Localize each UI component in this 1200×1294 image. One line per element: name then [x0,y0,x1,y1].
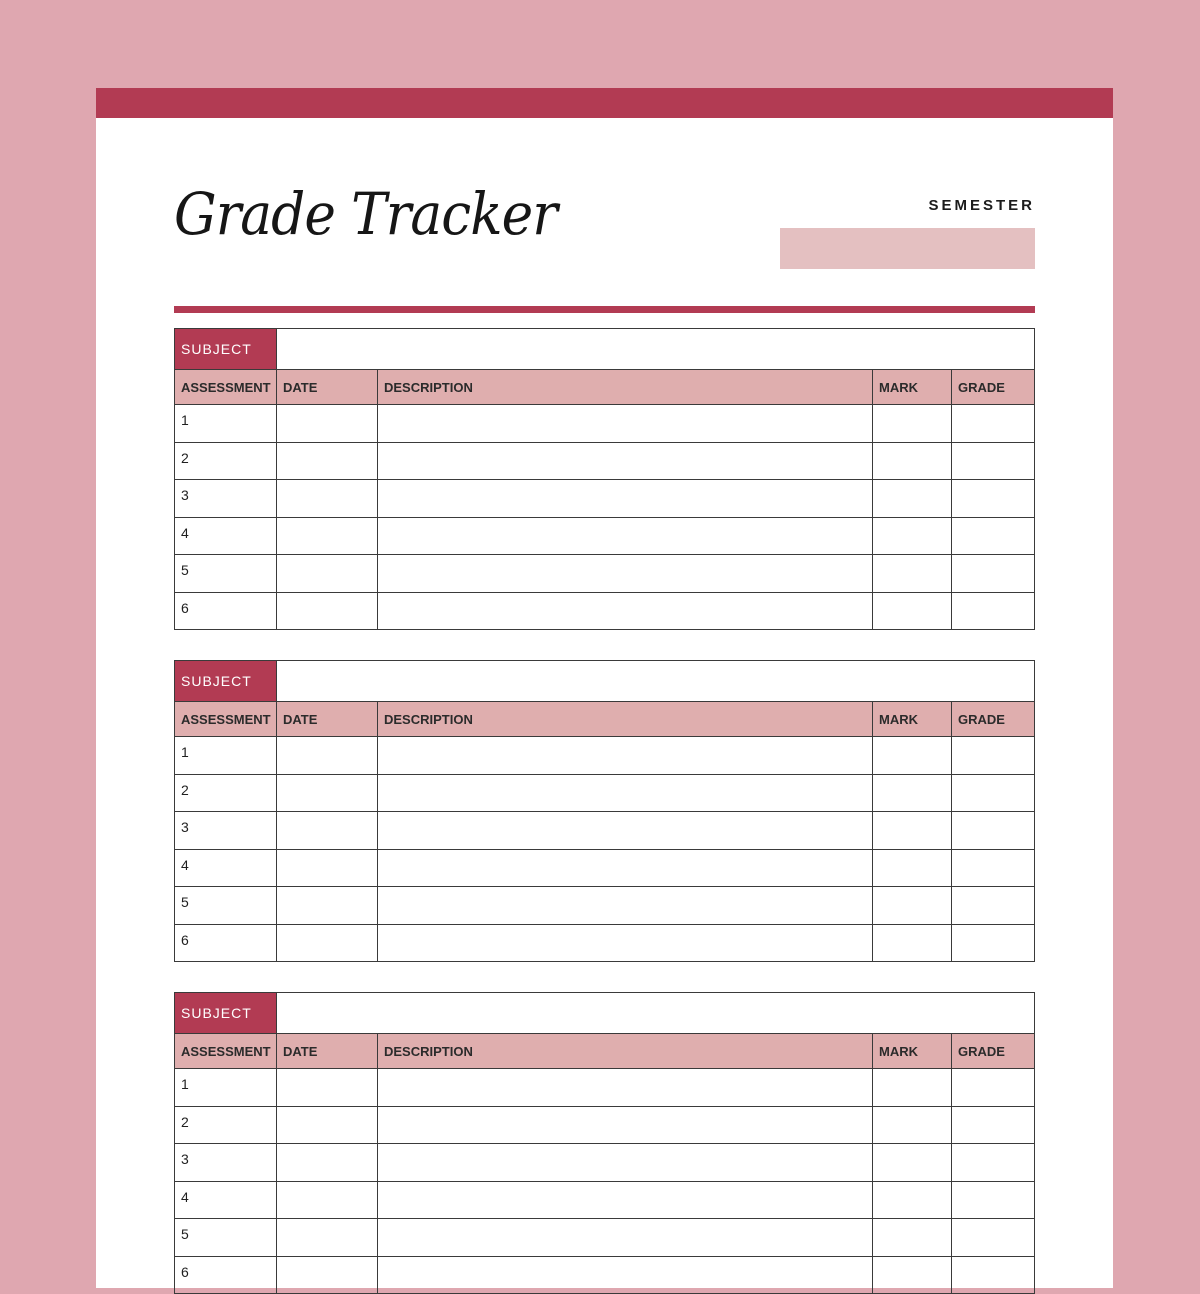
mark-cell[interactable] [873,1144,952,1182]
table-row [175,1144,1035,1182]
date-cell[interactable] [277,517,378,555]
grade-cell[interactable] [952,812,1035,850]
top-color-band [96,88,1113,118]
description-cell[interactable] [378,849,873,887]
grade-table-2 [174,660,1035,962]
title-divider [174,306,1035,313]
mark-cell[interactable] [873,480,952,518]
planner-page [96,88,1113,1288]
assessment-number: 4 [175,849,277,887]
date-cell[interactable] [277,480,378,518]
assessment-number: 2 [175,442,277,480]
col-header-date: DATE [277,370,378,405]
column-header-row [175,370,1035,405]
col-header-assessment: ASSESSMENT [175,370,277,405]
description-cell[interactable] [378,737,873,775]
column-header-row [175,1034,1035,1069]
date-cell[interactable] [277,924,378,962]
grade-cell[interactable] [952,849,1035,887]
mark-cell[interactable] [873,592,952,630]
assessment-number: 1 [175,737,277,775]
mark-cell[interactable] [873,555,952,593]
assessment-number: 1 [175,405,277,443]
grade-cell[interactable] [952,737,1035,775]
subject-input[interactable] [277,329,1035,370]
assessment-number: 2 [175,1106,277,1144]
grade-cell[interactable] [952,1219,1035,1257]
table-row [175,1219,1035,1257]
grade-cell[interactable] [952,1106,1035,1144]
grade-cell[interactable] [952,1256,1035,1294]
grade-cell[interactable] [952,1069,1035,1107]
assessment-number: 6 [175,1256,277,1294]
table-row [175,517,1035,555]
col-header-grade: GRADE [952,702,1035,737]
description-cell[interactable] [378,592,873,630]
description-cell[interactable] [378,1144,873,1182]
col-header-date: DATE [277,1034,378,1069]
mark-cell[interactable] [873,442,952,480]
description-cell[interactable] [378,480,873,518]
mark-cell[interactable] [873,1256,952,1294]
col-header-mark: MARK [873,370,952,405]
subject-input[interactable] [277,993,1035,1034]
assessment-number: 3 [175,812,277,850]
assessment-number: 1 [175,1069,277,1107]
grade-cell[interactable] [952,405,1035,443]
description-cell[interactable] [378,812,873,850]
semester-input[interactable] [780,228,1035,269]
mark-cell[interactable] [873,1219,952,1257]
col-header-description: DESCRIPTION [378,1034,873,1069]
col-header-mark: MARK [873,1034,952,1069]
table-row [175,924,1035,962]
date-cell[interactable] [277,555,378,593]
description-cell[interactable] [378,1069,873,1107]
assessment-number: 4 [175,1181,277,1219]
description-cell[interactable] [378,517,873,555]
date-cell[interactable] [277,849,378,887]
grade-table-1 [174,328,1035,630]
grade-cell[interactable] [952,555,1035,593]
assessment-number: 4 [175,517,277,555]
date-cell[interactable] [277,1219,378,1257]
grade-cell[interactable] [952,924,1035,962]
subject-row [175,993,1035,1034]
grade-cell[interactable] [952,517,1035,555]
table-row [175,592,1035,630]
col-header-grade: GRADE [952,1034,1035,1069]
assessment-number: 5 [175,887,277,925]
table-row [175,1256,1035,1294]
date-cell[interactable] [277,592,378,630]
assessment-number: 2 [175,774,277,812]
subject-input[interactable] [277,661,1035,702]
col-header-assessment: ASSESSMENT [175,1034,277,1069]
date-cell[interactable] [277,1069,378,1107]
table-row [175,555,1035,593]
subject-row [175,661,1035,702]
grade-cell[interactable] [952,887,1035,925]
col-header-assessment: ASSESSMENT [175,702,277,737]
table-row [175,405,1035,443]
description-cell[interactable] [378,442,873,480]
date-cell[interactable] [277,405,378,443]
mark-cell[interactable] [873,812,952,850]
table-row [175,774,1035,812]
col-header-description: DESCRIPTION [378,702,873,737]
mark-cell[interactable] [873,774,952,812]
table-row [175,1069,1035,1107]
assessment-number: 5 [175,1219,277,1257]
description-cell[interactable] [378,1256,873,1294]
subject-row [175,329,1035,370]
date-cell[interactable] [277,1256,378,1294]
grade-table-3 [174,992,1035,1294]
date-cell[interactable] [277,442,378,480]
mark-cell[interactable] [873,405,952,443]
grade-cell[interactable] [952,1144,1035,1182]
subject-label: SUBJECT [175,329,277,370]
semester-label: SEMESTER [928,197,1035,214]
grade-cell[interactable] [952,774,1035,812]
grade-cell[interactable] [952,480,1035,518]
grade-cell[interactable] [952,592,1035,630]
date-cell[interactable] [277,812,378,850]
table-row [175,480,1035,518]
date-cell[interactable] [277,774,378,812]
table-row [175,737,1035,775]
mark-cell[interactable] [873,887,952,925]
col-header-date: DATE [277,702,378,737]
mark-cell[interactable] [873,1069,952,1107]
col-header-description: DESCRIPTION [378,370,873,405]
description-cell[interactable] [378,1106,873,1144]
mark-cell[interactable] [873,1106,952,1144]
assessment-number: 5 [175,555,277,593]
date-cell[interactable] [277,887,378,925]
col-header-grade: GRADE [952,370,1035,405]
table-row [175,887,1035,925]
description-cell[interactable] [378,924,873,962]
table-row [175,849,1035,887]
page-title: Grade Tracker [174,180,557,248]
date-cell[interactable] [277,1106,378,1144]
date-cell[interactable] [277,1144,378,1182]
table-row [175,1106,1035,1144]
column-header-row [175,702,1035,737]
description-cell[interactable] [378,1219,873,1257]
description-cell[interactable] [378,774,873,812]
mark-cell[interactable] [873,737,952,775]
date-cell[interactable] [277,737,378,775]
table-row [175,442,1035,480]
description-cell[interactable] [378,555,873,593]
subject-label: SUBJECT [175,661,277,702]
description-cell[interactable] [378,887,873,925]
description-cell[interactable] [378,405,873,443]
mark-cell[interactable] [873,849,952,887]
grade-cell[interactable] [952,442,1035,480]
assessment-number: 3 [175,1144,277,1182]
mark-cell[interactable] [873,517,952,555]
assessment-number: 6 [175,592,277,630]
subject-label: SUBJECT [175,993,277,1034]
col-header-mark: MARK [873,702,952,737]
assessment-number: 3 [175,480,277,518]
mark-cell[interactable] [873,924,952,962]
assessment-number: 6 [175,924,277,962]
table-row [175,812,1035,850]
